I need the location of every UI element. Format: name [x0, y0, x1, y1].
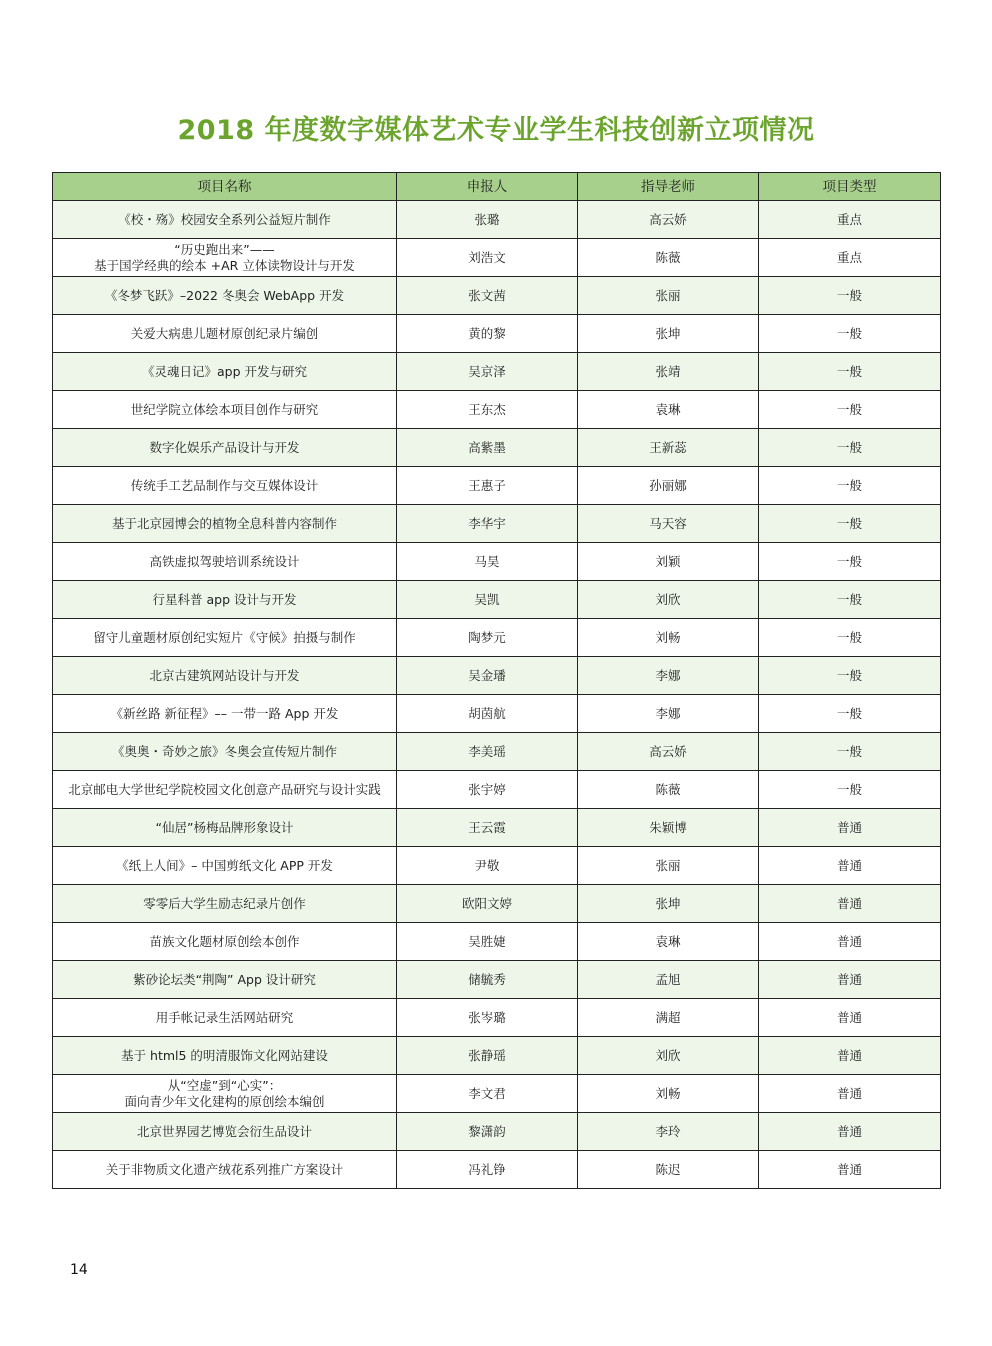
table-row: [53, 923, 941, 961]
table-row: [53, 391, 941, 429]
table-row: [53, 771, 941, 809]
table-row: [53, 809, 941, 847]
cell-advisor: 张丽: [578, 277, 759, 315]
cell-applicant: 张静瑶: [397, 1037, 578, 1075]
header-advisor: 指导老师: [578, 173, 759, 201]
cell-project-name: 零零后大学生励志纪录片创作: [53, 885, 397, 923]
header-project-name: 项目名称: [53, 173, 397, 201]
cell-project-name: 关爱大病患儿题材原创纪录片编创: [53, 315, 397, 353]
cell-project-type: 普通: [759, 961, 941, 999]
table-row: [53, 201, 941, 239]
table-row: [53, 581, 941, 619]
cell-project-name: 《校・殇》校园安全系列公益短片制作: [53, 201, 397, 239]
cell-project-name: 《新丝路 新征程》–– 一带一路 App 开发: [53, 695, 397, 733]
cell-advisor: 张坤: [578, 885, 759, 923]
cell-applicant: 吴金璠: [397, 657, 578, 695]
header-applicant: 申报人: [397, 173, 578, 201]
cell-advisor: 陈薇: [578, 771, 759, 809]
table-row: [53, 543, 941, 581]
cell-project-name: 《奥奥・奇妙之旅》冬奥会宣传短片制作: [53, 733, 397, 771]
cell-applicant: 高紫墨: [397, 429, 578, 467]
cell-advisor: 刘颖: [578, 543, 759, 581]
cell-applicant: 张文茜: [397, 277, 578, 315]
cell-project-type: 一般: [759, 733, 941, 771]
cell-project-type: 一般: [759, 695, 941, 733]
cell-advisor: 张靖: [578, 353, 759, 391]
cell-project-name: 北京古建筑网站设计与开发: [53, 657, 397, 695]
cell-project-type: 普通: [759, 885, 941, 923]
cell-project-type: 重点: [759, 239, 941, 277]
cell-applicant: 欧阳文婷: [397, 885, 578, 923]
cell-project-name: 用手帐记录生活网站研究: [53, 999, 397, 1037]
cell-project-name: 苗族文化题材原创绘本创作: [53, 923, 397, 961]
cell-project-type: 一般: [759, 277, 941, 315]
table-row: [53, 619, 941, 657]
cell-project-type: 一般: [759, 657, 941, 695]
cell-applicant: 张岑璐: [397, 999, 578, 1037]
cell-applicant: 吴凯: [397, 581, 578, 619]
cell-advisor: 高云娇: [578, 201, 759, 239]
cell-project-name: 从“空虚”到“心实”： 面向青少年文化建构的原创绘本编创: [53, 1075, 397, 1113]
cell-advisor: 朱颖博: [578, 809, 759, 847]
cell-advisor: 李玲: [578, 1113, 759, 1151]
table-row: [53, 239, 941, 277]
table-row: [53, 885, 941, 923]
table-header: [53, 173, 941, 201]
cell-project-type: 一般: [759, 467, 941, 505]
cell-applicant: 冯礼铮: [397, 1151, 578, 1189]
cell-project-type: 一般: [759, 505, 941, 543]
cell-project-name: 基于北京园博会的植物全息科普内容制作: [53, 505, 397, 543]
cell-advisor: 张坤: [578, 315, 759, 353]
cell-applicant: 黎潇韵: [397, 1113, 578, 1151]
table-row: [53, 353, 941, 391]
cell-project-type: 普通: [759, 1075, 941, 1113]
cell-applicant: 王东杰: [397, 391, 578, 429]
cell-advisor: 马天容: [578, 505, 759, 543]
cell-project-type: 一般: [759, 315, 941, 353]
table-row: [53, 695, 941, 733]
cell-advisor: 李娜: [578, 695, 759, 733]
cell-advisor: 刘欣: [578, 581, 759, 619]
table-row: [53, 999, 941, 1037]
cell-applicant: 王惠子: [397, 467, 578, 505]
cell-applicant: 李华宇: [397, 505, 578, 543]
cell-applicant: 李文君: [397, 1075, 578, 1113]
cell-applicant: 吴京泽: [397, 353, 578, 391]
cell-project-type: 普通: [759, 1037, 941, 1075]
cell-project-type: 普通: [759, 809, 941, 847]
cell-project-type: 普通: [759, 847, 941, 885]
table-row: [53, 467, 941, 505]
cell-advisor: 刘欣: [578, 1037, 759, 1075]
cell-advisor: 王新蕊: [578, 429, 759, 467]
table-row: [53, 505, 941, 543]
cell-project-type: 普通: [759, 999, 941, 1037]
cell-project-type: 普通: [759, 923, 941, 961]
cell-applicant: 刘浩文: [397, 239, 578, 277]
cell-project-name: “仙居”杨梅品牌形象设计: [53, 809, 397, 847]
cell-project-name: 行星科普 app 设计与开发: [53, 581, 397, 619]
cell-project-name: 《纸上人间》– 中国剪纸文化 APP 开发: [53, 847, 397, 885]
cell-project-name: 紫砂论坛类“荆陶” App 设计研究: [53, 961, 397, 999]
cell-project-type: 普通: [759, 1151, 941, 1189]
cell-advisor: 刘畅: [578, 619, 759, 657]
page-title: 2018 年度数字媒体艺术专业学生科技创新立项情况: [177, 115, 815, 146]
cell-advisor: 张丽: [578, 847, 759, 885]
cell-advisor: 陈迟: [578, 1151, 759, 1189]
cell-applicant: 王云霞: [397, 809, 578, 847]
cell-project-type: 一般: [759, 771, 941, 809]
table-row: [53, 733, 941, 771]
cell-project-name: 关于非物质文化遗产绒花系列推广方案设计: [53, 1151, 397, 1189]
cell-advisor: 袁琳: [578, 923, 759, 961]
cell-advisor: 满超: [578, 999, 759, 1037]
table-row: [53, 1075, 941, 1113]
cell-project-name: 《冬梦飞跃》–2022 冬奥会 WebApp 开发: [53, 277, 397, 315]
cell-project-name: 北京邮电大学世纪学院校园文化创意产品研究与设计实践: [53, 771, 397, 809]
cell-advisor: 李娜: [578, 657, 759, 695]
cell-applicant: 胡茵航: [397, 695, 578, 733]
cell-project-name: 留守儿童题材原创纪实短片《守候》拍摄与制作: [53, 619, 397, 657]
cell-applicant: 张宇婷: [397, 771, 578, 809]
cell-applicant: 张璐: [397, 201, 578, 239]
cell-applicant: 马昊: [397, 543, 578, 581]
cell-advisor: 孙丽娜: [578, 467, 759, 505]
cell-applicant: 吴胜婕: [397, 923, 578, 961]
cell-project-name: 高铁虚拟驾驶培训系统设计: [53, 543, 397, 581]
cell-project-type: 重点: [759, 201, 941, 239]
header-project-type: 项目类型: [759, 173, 941, 201]
cell-project-name: 《灵魂日记》app 开发与研究: [53, 353, 397, 391]
cell-project-type: 一般: [759, 581, 941, 619]
cell-advisor: 高云娇: [578, 733, 759, 771]
table-row: [53, 429, 941, 467]
cell-project-name: 世纪学院立体绘本项目创作与研究: [53, 391, 397, 429]
table-row: [53, 847, 941, 885]
table-row: [53, 1151, 941, 1189]
cell-advisor: 袁琳: [578, 391, 759, 429]
cell-advisor: 陈薇: [578, 239, 759, 277]
table-row: [53, 657, 941, 695]
cell-project-name: 数字化娱乐产品设计与开发: [53, 429, 397, 467]
cell-project-name: 传统手工艺品制作与交互媒体设计: [53, 467, 397, 505]
cell-project-type: 一般: [759, 619, 941, 657]
cell-applicant: 陶梦元: [397, 619, 578, 657]
cell-applicant: 黄的黎: [397, 315, 578, 353]
cell-project-type: 一般: [759, 429, 941, 467]
table-body: [53, 201, 941, 1189]
cell-project-type: 一般: [759, 543, 941, 581]
cell-applicant: 储毓秀: [397, 961, 578, 999]
cell-advisor: 孟旭: [578, 961, 759, 999]
cell-project-name: 基于 html5 的明清服饰文化网站建设: [53, 1037, 397, 1075]
cell-project-name: 北京世界园艺博览会衍生品设计: [53, 1113, 397, 1151]
projects-table: [52, 172, 941, 1189]
page-number: 14: [70, 1262, 88, 1278]
cell-applicant: 李美瑶: [397, 733, 578, 771]
cell-advisor: 刘畅: [578, 1075, 759, 1113]
table-row: [53, 1037, 941, 1075]
table-row: [53, 277, 941, 315]
cell-project-name: “历史跑出来”—— 基于国学经典的绘本 +AR 立体读物设计与开发: [53, 239, 397, 277]
table-row: [53, 315, 941, 353]
cell-project-type: 普通: [759, 1113, 941, 1151]
cell-applicant: 尹敬: [397, 847, 578, 885]
cell-project-type: 一般: [759, 353, 941, 391]
table-row: [53, 1113, 941, 1151]
table-row: [53, 961, 941, 999]
cell-project-type: 一般: [759, 391, 941, 429]
